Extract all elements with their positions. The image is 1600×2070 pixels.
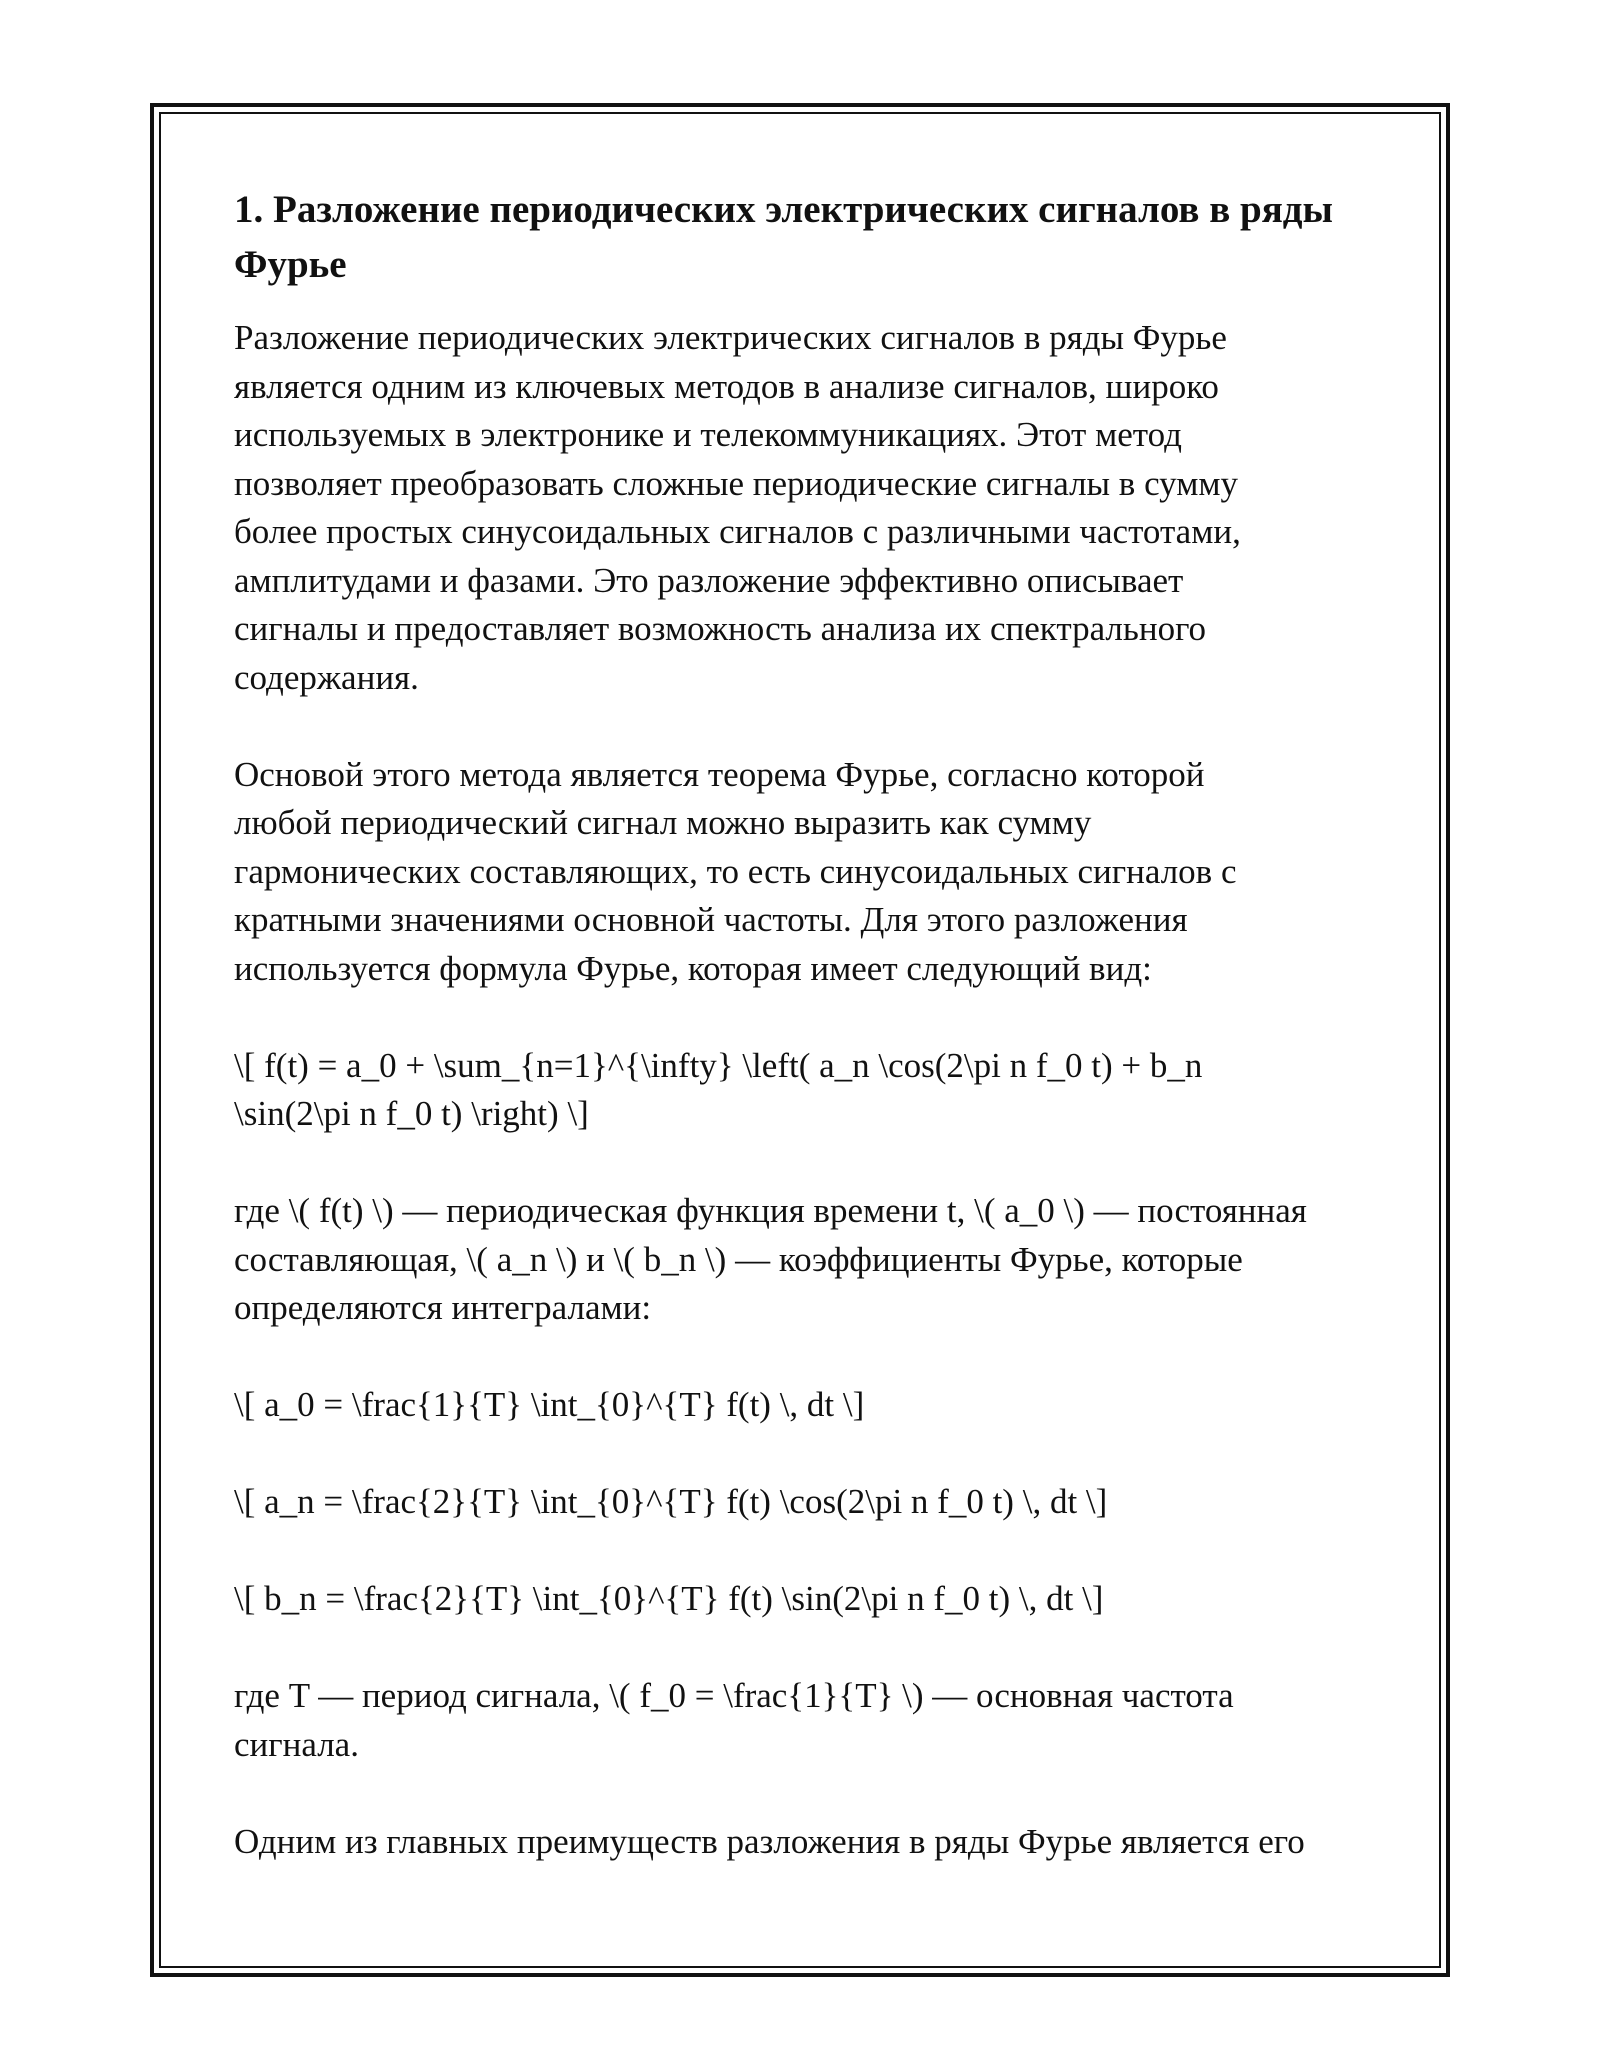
paragraph-gap: [234, 1430, 1364, 1479]
paragraph-gap: [234, 1769, 1364, 1818]
paragraph-period: где T — период сигнала, \( f_0 = \frac{1}{T} \) — основная частота сигнала.: [234, 1676, 1234, 1764]
formula-fourier-series: \[ f(t) = a_0 + \sum_{n=1}^{\infty} \left( a_n \cos(2\pi n f_0 t) + b_n \sin(2\pi n f_0 t) \right) \]: [234, 1045, 1203, 1133]
paragraph-gap: [234, 1139, 1364, 1188]
paragraph-intro: Разложение периодических электрических сигналов в ряды Фурье является одним из ключевых методов в анализе сигналов, широко используемых в электронике и телекоммуникациях. Этот метод позволяет преобразовать сложные периодические сигналы в сумму более простых синусоидальных сигналов с различными частотами, амплитудами и фазами. Это разложение эффективно описывает сигналы и предоставляет возможность анализа их спектрального содержания.: [234, 318, 1241, 697]
paragraph-gap: [234, 1527, 1364, 1576]
paragraph-gap: [234, 1624, 1364, 1673]
document-body: [234, 182, 1364, 1866]
section-heading: 1. Разложение периодических электрических сигналов в ряды Фурье: [234, 188, 1333, 286]
paragraph-advantages: Одним из главных преимуществ разложения в ряды Фурье является его: [234, 1821, 1305, 1861]
formula-a0: \[ a_0 = \frac{1}{T} \int_{0}^{T} f(t) \, dt \]: [234, 1385, 865, 1424]
paragraph-gap: [234, 993, 1364, 1042]
paragraph-gap: [234, 702, 1364, 751]
formula-bn: \[ b_n = \frac{2}{T} \int_{0}^{T} f(t) \sin(2\pi n f_0 t) \, dt \]: [234, 1579, 1104, 1618]
paragraph-coefficients: где \( f(t) \) — периодическая функция времени t, \( a_0 \) — постоянная составляющая, \( a_n \) и \( b_n \) — коэффициенты Фурье, которые определяются интегралами:: [234, 1191, 1307, 1327]
paragraph-theorem: Основой этого метода является теорема Фурье, согласно которой любой периодический сигнал можно выразить как сумму гармонических составляющих, то есть синусоидальных сигналов с кратными значениями основной частоты. Для этого разложения используется формула Фурье, которая имеет следующий вид:: [234, 754, 1237, 988]
paragraph-gap: [234, 1333, 1364, 1382]
formula-an: \[ a_n = \frac{2}{T} \int_{0}^{T} f(t) \cos(2\pi n f_0 t) \, dt \]: [234, 1482, 1108, 1521]
